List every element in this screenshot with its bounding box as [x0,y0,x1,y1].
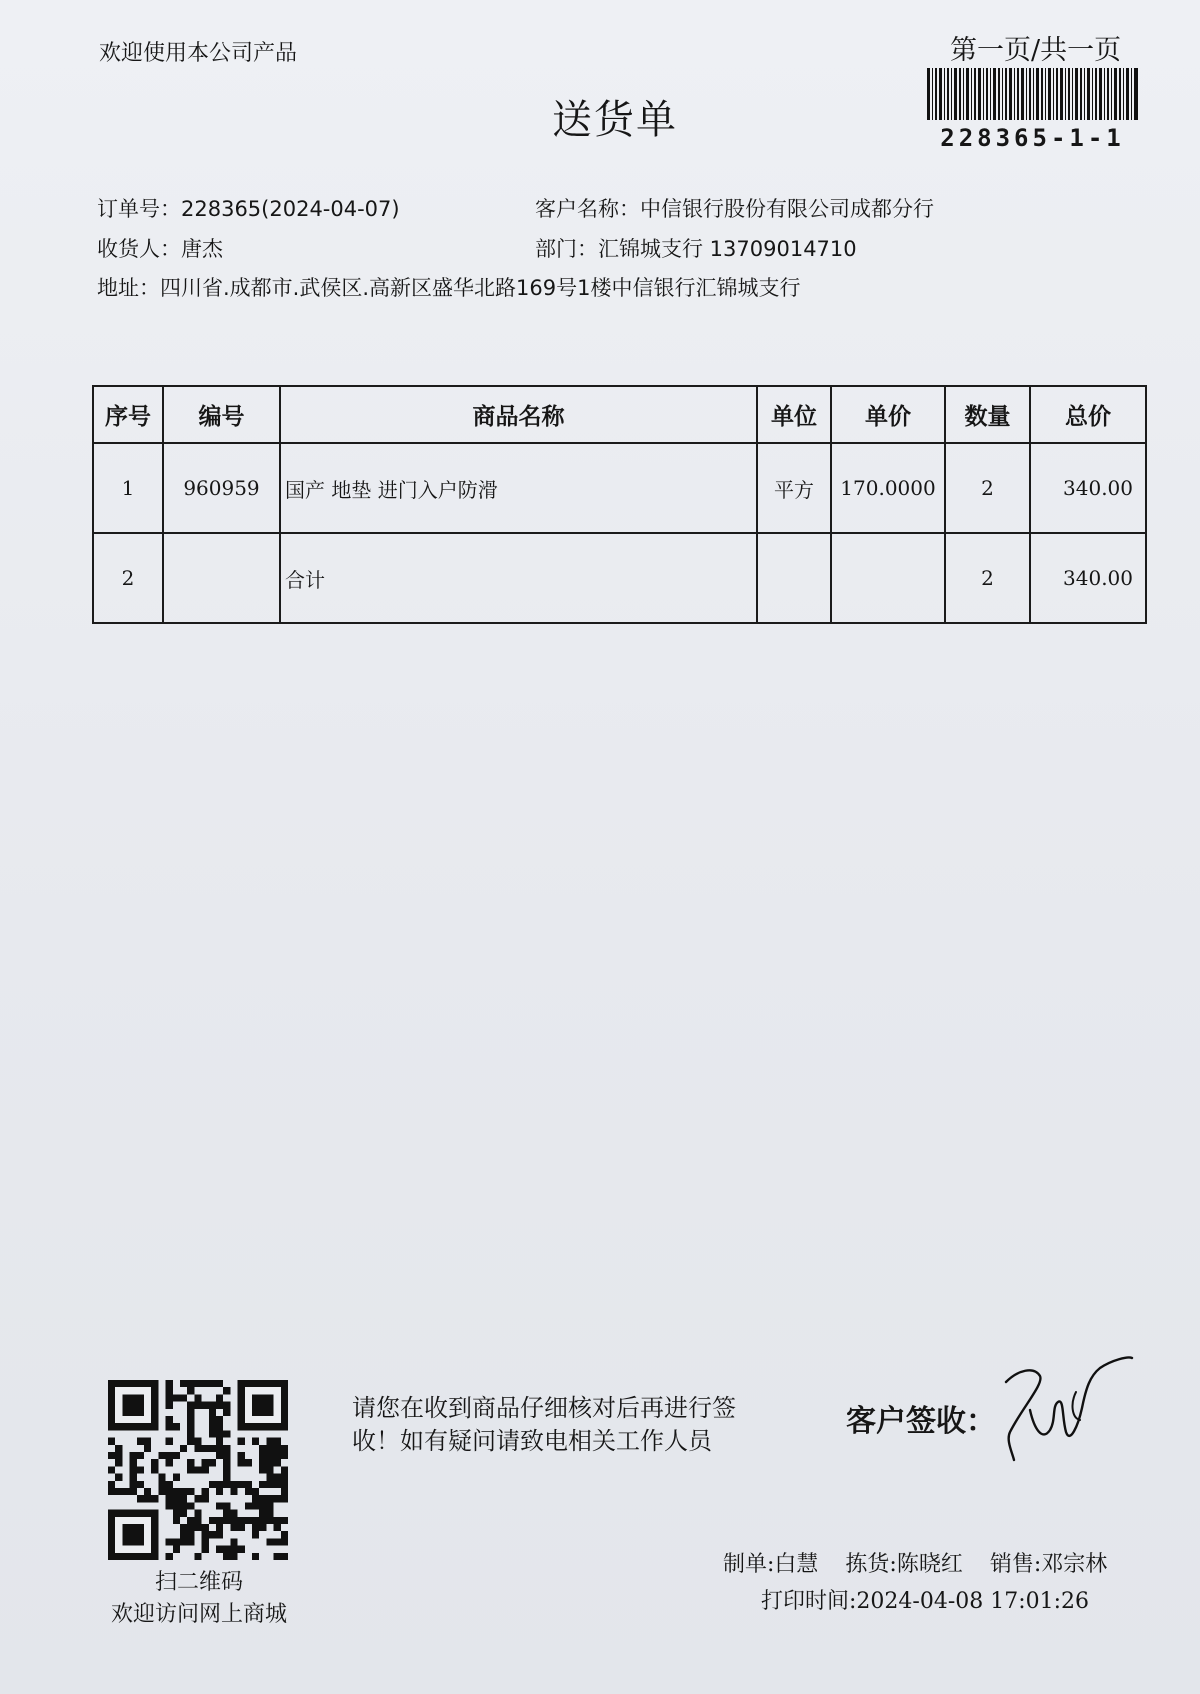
qr-code-icon [108,1380,288,1560]
staff-line [723,1547,1127,1578]
goods-table [92,385,1147,624]
table-header-row [93,386,1146,443]
print-time: 打印时间:2024-04-08 17:01:26 [761,1589,1090,1614]
handwritten-signature [1000,1348,1135,1466]
sign-notice: 请您在收到商品仔细核对后再进行签收！如有疑问请致电相关工作人员 [352,1394,736,1455]
cell-product-name: 国产 地垫 进门入户防滑 [280,443,757,533]
col-header-product-name: 商品名称 [280,386,757,443]
cell-seq: 2 [93,533,163,623]
picker: 拣货:陈晓红 [845,1552,963,1577]
col-header-code: 编号 [163,386,280,443]
cell-total: 340.00 [1030,533,1146,623]
welcome-text: 欢迎使用本公司产品 [99,41,298,66]
maker: 制单:白慧 [723,1552,819,1577]
order-number: 订单号：228365(2024-04-07) [97,197,400,221]
cell-unit: 平方 [757,443,831,533]
page-indicator: 第一页/共一页 [950,35,1122,66]
delivery-address: 地址：四川省.成都市.武侯区.高新区盛华北路169号1楼中信银行汇锦城支行 [97,276,801,300]
department: 部门：汇锦城支行 13709014710 [535,237,857,261]
cell-product-name: 合计 [280,533,757,623]
table-row [93,443,1146,533]
qr-caption-scan: 扫二维码 [154,1570,243,1595]
sales: 销售:邓宗林 [989,1552,1108,1577]
cell-quantity: 2 [945,533,1030,623]
barcode-number: 228365-1-1 [940,124,1125,152]
cell-code [163,533,280,623]
col-header-unit: 单位 [757,386,831,443]
col-header-seq: 序号 [93,386,163,443]
cell-seq: 1 [93,443,163,533]
document-title: 送货单 [552,97,678,143]
cell-total: 340.00 [1030,443,1146,533]
barcode [927,68,1138,120]
col-header-unit-price: 单价 [831,386,945,443]
cell-unit-price: 170.0000 [831,443,945,533]
qr-caption-mall: 欢迎访问网上商城 [110,1602,287,1627]
cell-unit-price [831,533,945,623]
customer-name: 客户名称：中信银行股份有限公司成都分行 [535,197,934,221]
col-header-total: 总价 [1030,386,1146,443]
col-header-quantity: 数量 [945,386,1030,443]
cell-quantity: 2 [945,443,1030,533]
table-row [93,533,1146,623]
cell-unit [757,533,831,623]
cell-code: 960959 [163,443,280,533]
customer-sign-label: 客户签收： [846,1404,996,1439]
consignee: 收货人：唐杰 [97,237,223,261]
